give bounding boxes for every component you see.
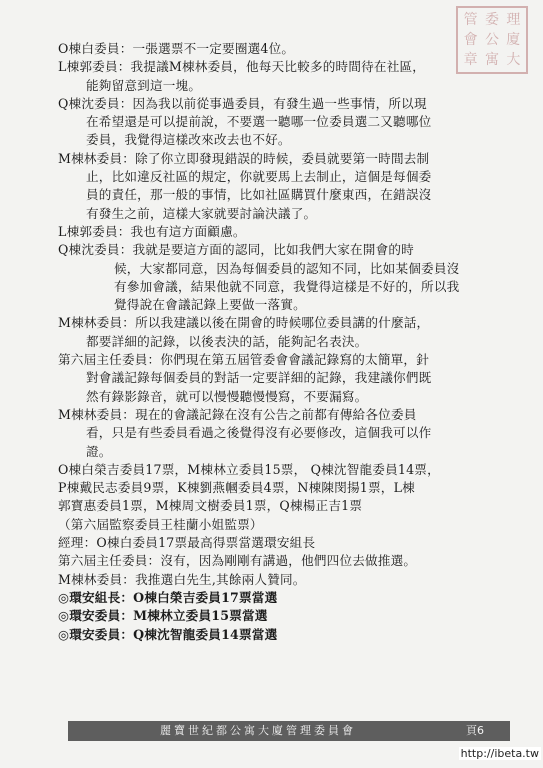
minutes-line: L棟郭委員：我提議M棟林委員，他每天比較多的時間待在社區， <box>58 59 426 75</box>
minutes-line: M棟林委員：我推選白先生,其餘兩人贊同。 <box>58 571 306 587</box>
minutes-line: 對會議記錄每個委員的對話一定要詳細的記錄，我建議你們既 <box>86 370 432 386</box>
seal-character: 大 <box>506 51 521 68</box>
minutes-line: ◎環安組長：O棟白榮吉委員17票當選 <box>58 589 278 605</box>
minutes-line: ◎環安委員：M棟林立委員15票當選 <box>58 608 268 624</box>
source-watermark: http://ibeta.tw <box>460 747 539 760</box>
minutes-line: 都要詳細的記錄，以後表決的話，能夠記名表決。 <box>86 333 368 349</box>
minutes-line: 員的責任，那一般的事情，比如社區購買什麼東西，在錯誤沒 <box>86 187 432 203</box>
minutes-line: 止，比如違反社區的規定，你就要馬上去制止，這個是每個委 <box>86 169 432 185</box>
minutes-line: 覺得說在會議記錄上要做一落實。 <box>114 297 306 313</box>
seal-character: 公 <box>484 31 499 48</box>
minutes-line: O棟白委員：一張選票不一定要圈選4位。 <box>58 41 295 56</box>
minutes-line: 然有錄影錄音，就可以慢慢聽慢慢寫，不要漏寫。 <box>86 388 368 404</box>
minutes-line: 第六屆主任委員：沒有，因為剛剛有講過，他們四位去做推選。 <box>58 553 417 569</box>
minutes-line: 候，大家都同意，因為每個委員的認知不同，比如某個委員沒 <box>114 260 460 276</box>
minutes-line: ◎環安委員：Q棟沈智龍委員14票當選 <box>58 626 278 642</box>
minutes-line: Q棟沈委員：我就是要這方面的認同，比如我們大家在開會的時 <box>58 242 414 258</box>
footer-title: 麗寶世紀都公寓大廈管理委員會 <box>160 724 356 737</box>
minutes-line: Q棟沈委員：因為我以前從事過委員，有發生過一些事情，所以現 <box>58 95 427 111</box>
minutes-line: O棟白榮吉委員17票，M棟林立委員15票， Q棟沈智龍委員14票， <box>58 461 440 477</box>
minutes-line: 證。 <box>86 443 112 459</box>
seal-character: 會 <box>463 31 478 48</box>
minutes-line: 在希望還是可以提前說，不要選一聽哪一位委員選二又聽哪位 <box>86 114 432 130</box>
minutes-line: 經理：O棟白委員17票最高得票當選環安組長 <box>58 535 316 551</box>
seal-character: 理 <box>506 11 521 28</box>
minutes-line: 看，只是有些委員看過之後覺得沒有必要修改，這個我可以作 <box>86 425 432 441</box>
minutes-line: 第六屆主任委員：你們現在第五屆管委會會議記錄寫的太簡單，針 <box>58 352 430 368</box>
minutes-line: 委員，我覺得這樣改來改去也不好。 <box>86 132 291 148</box>
minutes-line: （第六屆監察委員王桂蘭小姐監票） <box>58 516 263 532</box>
minutes-line: P棟戴民志委員9票，K棟劉燕幗委員4票，N棟陳閔揚1票，L棟 <box>58 480 415 496</box>
seal-character: 廈 <box>506 31 521 48</box>
minutes-line: 有發生之前，這樣大家就要討論決議了。 <box>86 205 317 221</box>
minutes-line: L棟郭委員：我也有這方面顧慮。 <box>58 223 246 239</box>
minutes-line: M棟林委員：所以我建議以後在開會的時候哪位委員講的什麼話， <box>58 315 430 331</box>
seal-character: 寓 <box>484 51 499 68</box>
minutes-line: 能夠留意到這一塊。 <box>86 77 202 93</box>
meeting-minutes-body <box>58 40 510 644</box>
minutes-line: M棟林委員：現在的會議記錄在沒有公告之前都有傳給各位委員 <box>58 406 417 422</box>
seal-character: 管 <box>463 11 478 28</box>
page-number: 頁6 <box>466 724 484 737</box>
minutes-line: 郭寶惠委員1票，M棟周文樹委員1票，Q棟楊正吉1票 <box>58 498 363 514</box>
seal-character: 章 <box>463 51 478 68</box>
minutes-line: 有參加會議，結果他就不同意，我覺得這樣是不好的，所以我 <box>114 278 460 294</box>
minutes-line: M棟林委員：除了你立即發現錯誤的時候，委員就要第一時間去制 <box>58 150 430 166</box>
seal-character: 委 <box>484 11 499 28</box>
page-footer <box>68 721 510 741</box>
